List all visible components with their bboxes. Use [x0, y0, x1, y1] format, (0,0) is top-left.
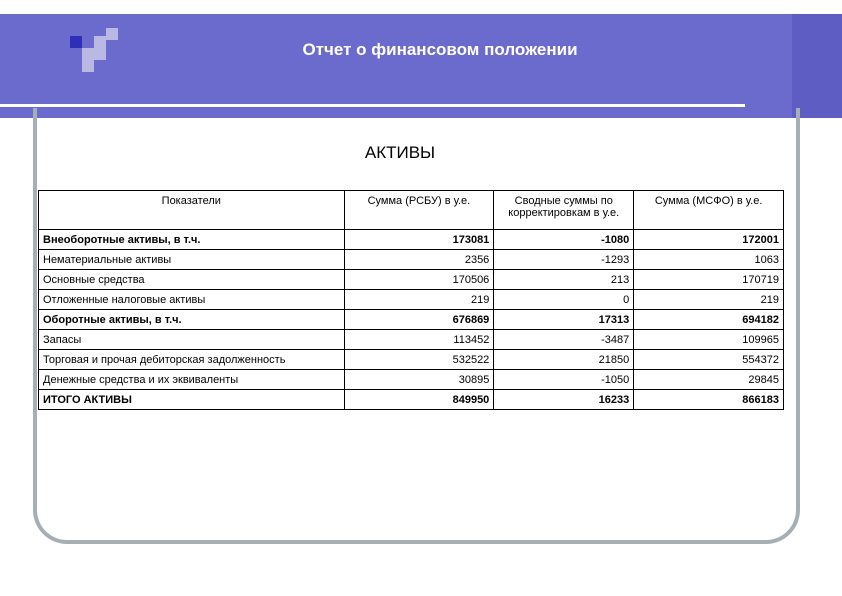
logo-square [106, 28, 118, 40]
logo-square [94, 48, 106, 60]
cell-adjustment: -1080 [494, 230, 634, 250]
cell-ifrs: 219 [634, 290, 784, 310]
cell-ifrs: 554372 [634, 350, 784, 370]
cell-adjustment: -3487 [494, 330, 634, 350]
row-label: Основные средства [39, 270, 345, 290]
cell-rsbu: 532522 [344, 350, 494, 370]
table-row [39, 290, 784, 310]
header-band-notch [792, 14, 842, 118]
cell-ifrs: 694182 [634, 310, 784, 330]
table-row [39, 270, 784, 290]
cell-rsbu: 170506 [344, 270, 494, 290]
table-row [39, 390, 784, 410]
row-label: ИТОГО АКТИВЫ [39, 390, 345, 410]
row-label: Денежные средства и их эквиваленты [39, 370, 345, 390]
cell-ifrs: 1063 [634, 250, 784, 270]
table-row [39, 230, 784, 250]
column-header-adjustments: Сводные суммы по корректировкам в у.е. [494, 191, 634, 230]
section-title: АКТИВЫ [364, 143, 436, 162]
cell-ifrs: 29845 [634, 370, 784, 390]
logo-square [70, 36, 82, 48]
logo-square [94, 36, 106, 48]
cell-adjustment: 0 [494, 290, 634, 310]
table-row [39, 250, 784, 270]
cell-rsbu: 676869 [344, 310, 494, 330]
row-label: Оборотные активы, в т.ч. [39, 310, 345, 330]
row-label: Торговая и прочая дебиторская задолженность [39, 350, 345, 370]
cell-adjustment: -1293 [494, 250, 634, 270]
header-band [0, 14, 842, 118]
cell-rsbu: 30895 [344, 370, 494, 390]
column-header-rsbu: Сумма (РСБУ) в у.е. [344, 191, 494, 230]
cell-adjustment: 17313 [494, 310, 634, 330]
logo-square [82, 60, 94, 72]
cell-rsbu: 219 [344, 290, 494, 310]
page-title: Отчет о финансовом положении [302, 40, 578, 59]
logo-squares-icon [70, 28, 126, 74]
cell-rsbu: 2356 [344, 250, 494, 270]
cell-adjustment: -1050 [494, 370, 634, 390]
column-header-ifrs: Сумма (МСФО) в у.е. [634, 191, 784, 230]
row-label: Внеоборотные активы, в т.ч. [39, 230, 345, 250]
column-header-indicator: Показатели [39, 191, 345, 230]
row-label: Запасы [39, 330, 345, 350]
cell-ifrs: 109965 [634, 330, 784, 350]
row-label: Отложенные налоговые активы [39, 290, 345, 310]
cell-ifrs: 866183 [634, 390, 784, 410]
cell-adjustment: 213 [494, 270, 634, 290]
cell-rsbu: 849950 [344, 390, 494, 410]
cell-rsbu: 173081 [344, 230, 494, 250]
cell-ifrs: 170719 [634, 270, 784, 290]
cell-ifrs: 172001 [634, 230, 784, 250]
table-row [39, 370, 784, 390]
table-row [39, 330, 784, 350]
table-row [39, 310, 784, 330]
cell-adjustment: 21850 [494, 350, 634, 370]
cell-rsbu: 113452 [344, 330, 494, 350]
row-label: Нематериальные активы [39, 250, 345, 270]
table-row [39, 350, 784, 370]
header-rule [0, 104, 745, 107]
cell-adjustment: 16233 [494, 390, 634, 410]
logo-square [82, 48, 94, 60]
assets-table [38, 190, 784, 410]
table-header-row [39, 191, 784, 230]
